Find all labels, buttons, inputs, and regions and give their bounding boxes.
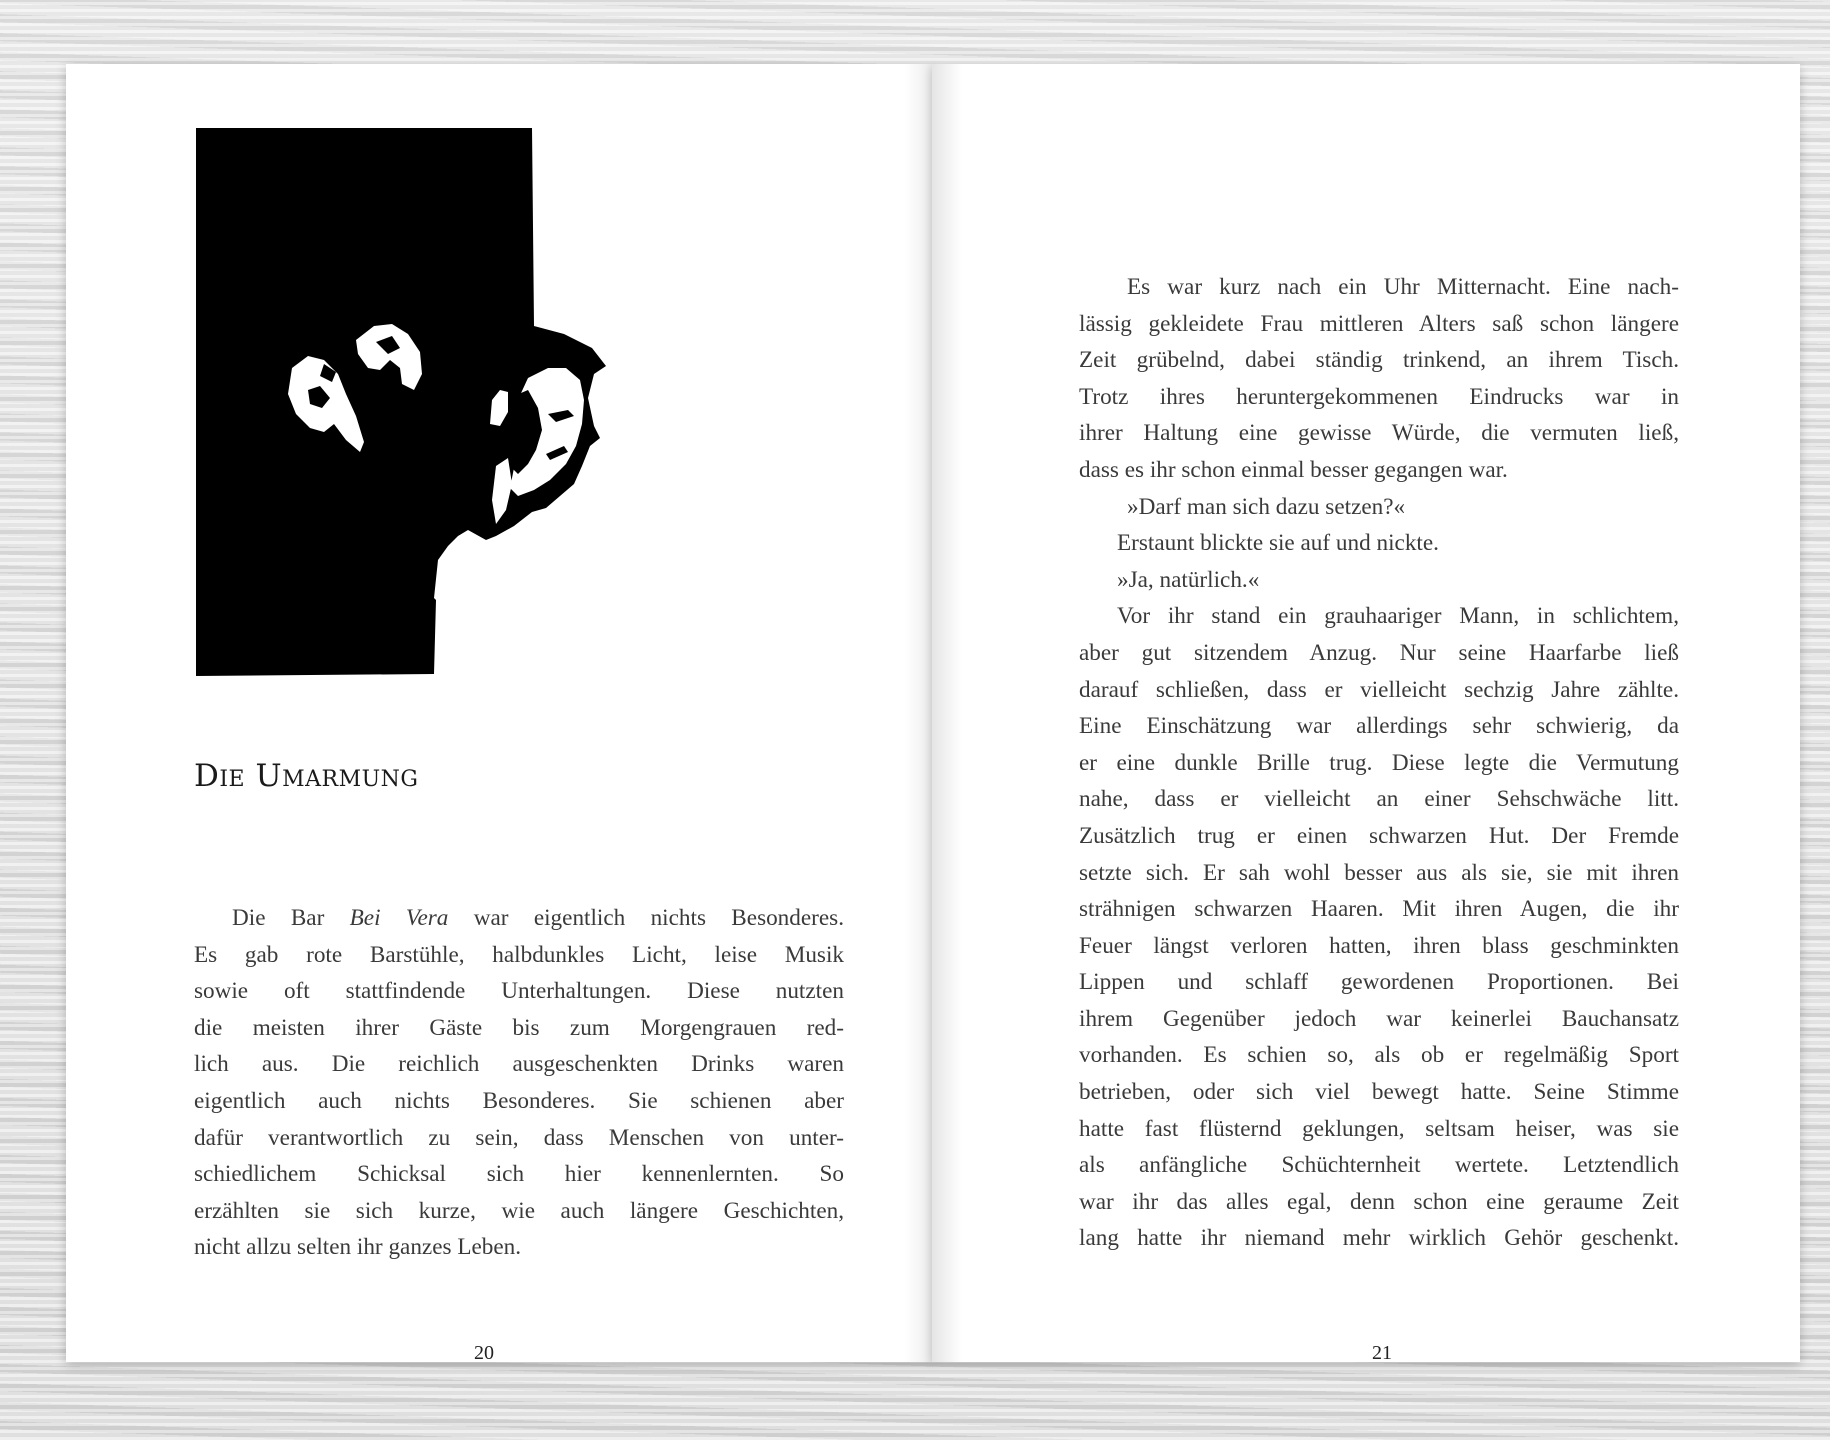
page-number: 20 xyxy=(474,1342,494,1364)
text-line: Zusätzlich trug er einen schwarzen Hut. Der Fremde xyxy=(1079,822,1679,849)
text-line: Erstaunt blickte sie auf und nickte. xyxy=(1117,530,1439,557)
gutter-shadow-left xyxy=(904,64,934,1362)
left-page xyxy=(66,64,934,1362)
text-line: Es gab rote Barstühle, halbdunkles Licht, leise Musik xyxy=(194,941,844,968)
text-line: betrieben, oder sich viel bewegt hatte. Seine Stimme xyxy=(1079,1079,1679,1106)
text-line: als anfängliche Schüchternheit wertete. Letztendlich xyxy=(1079,1152,1679,1179)
gutter-shadow-right xyxy=(932,64,962,1362)
text-line: dafür verantwortlich zu sein, dass Menschen von unter- xyxy=(194,1124,844,1151)
text-line: dass es ihr schon einmal besser gegangen war. xyxy=(1079,456,1508,483)
text-line: sowie oft stattfindende Unterhaltungen. Diese nutzten xyxy=(194,978,844,1005)
text-line: die meisten ihrer Gäste bis zum Morgengrauen red- xyxy=(194,1014,844,1041)
text-line: lang hatte ihr niemand mehr wirklich Gehör geschenkt. xyxy=(1079,1225,1679,1252)
text-line: Es war kurz nach ein Uhr Mitternacht. Eine nach- xyxy=(1127,274,1679,300)
text-line: aber gut sitzendem Anzug. Nur seine Haarfarbe ließ xyxy=(1079,639,1679,666)
bar-name: Bei Vera xyxy=(349,905,449,931)
left-page-text xyxy=(194,900,844,1266)
text-line: Die Bar Bei Vera war eigentlich nichts Besonderes. xyxy=(232,905,844,931)
text-line: Trotz ihres heruntergekommenen Eindrucks war in xyxy=(1079,383,1679,410)
text-line: Feuer längst verloren hatten, ihren blass geschminkten xyxy=(1079,932,1679,959)
chapter-title: Die Umarmung xyxy=(194,758,419,794)
text-line: darauf schließen, dass er vielleicht sechzig Jahre zählte. xyxy=(1079,676,1679,703)
text-line: war ihr das alles egal, denn schon eine geraume Zeit xyxy=(1079,1188,1679,1215)
text-line: Eine Einschätzung war allerdings sehr schwierig, da xyxy=(1079,713,1679,740)
text-line: setzte sich. Er sah wohl besser aus als sie, sie mit ihren xyxy=(1079,859,1679,886)
right-page xyxy=(932,64,1800,1362)
text-line: strähnigen schwarzen Haaren. Mit ihren Augen, die ihr xyxy=(1079,896,1679,923)
text-line: nicht allzu selten ihr ganzes Leben. xyxy=(194,1234,522,1261)
text-line: ihrem Gegenüber jedoch war keinerlei Bauchansatz xyxy=(1079,1005,1679,1032)
text-line: lich aus. Die reichlich ausgeschenkten Drinks waren xyxy=(194,1051,844,1078)
dialogue-line: »Darf man sich dazu setzen?« xyxy=(1127,493,1406,520)
text-line: eigentlich auch nichts Besonderes. Sie schienen aber xyxy=(194,1087,844,1114)
dialogue-line: »Ja, natürlich.« xyxy=(1117,566,1260,593)
text-line: schiedlichem Schicksal sich hier kennenlernten. So xyxy=(194,1161,844,1188)
right-page-text xyxy=(1079,269,1679,1257)
text-line: nahe, dass er vielleicht an einer Sehschwäche litt. xyxy=(1079,786,1679,813)
text-line: Lippen und schlaff gewordenen Proportionen. Bei xyxy=(1079,969,1679,996)
woodcut-illustration xyxy=(196,128,756,688)
text-line: hatte fast flüsternd geklungen, seltsam heiser, was sie xyxy=(1079,1115,1679,1142)
text-line: er eine dunkle Brille trug. Diese legte die Vermutung xyxy=(1079,749,1679,776)
text-line: vorhanden. Es schien so, als ob er regelmäßig Sport xyxy=(1079,1042,1679,1069)
text-line: Zeit grübelnd, dabei ständig trinkend, an ihrem Tisch. xyxy=(1079,347,1679,374)
page-number: 21 xyxy=(1372,1342,1392,1364)
text-line: Vor ihr stand ein grauhaariger Mann, in schlichtem, xyxy=(1117,603,1679,630)
text-line: erzählten sie sich kurze, wie auch längere Geschichten, xyxy=(194,1197,844,1224)
text-line: lässig gekleidete Frau mittleren Alters saß schon längere xyxy=(1079,310,1679,337)
text-line: ihrer Haltung eine gewisse Würde, die vermuten ließ, xyxy=(1079,420,1679,447)
